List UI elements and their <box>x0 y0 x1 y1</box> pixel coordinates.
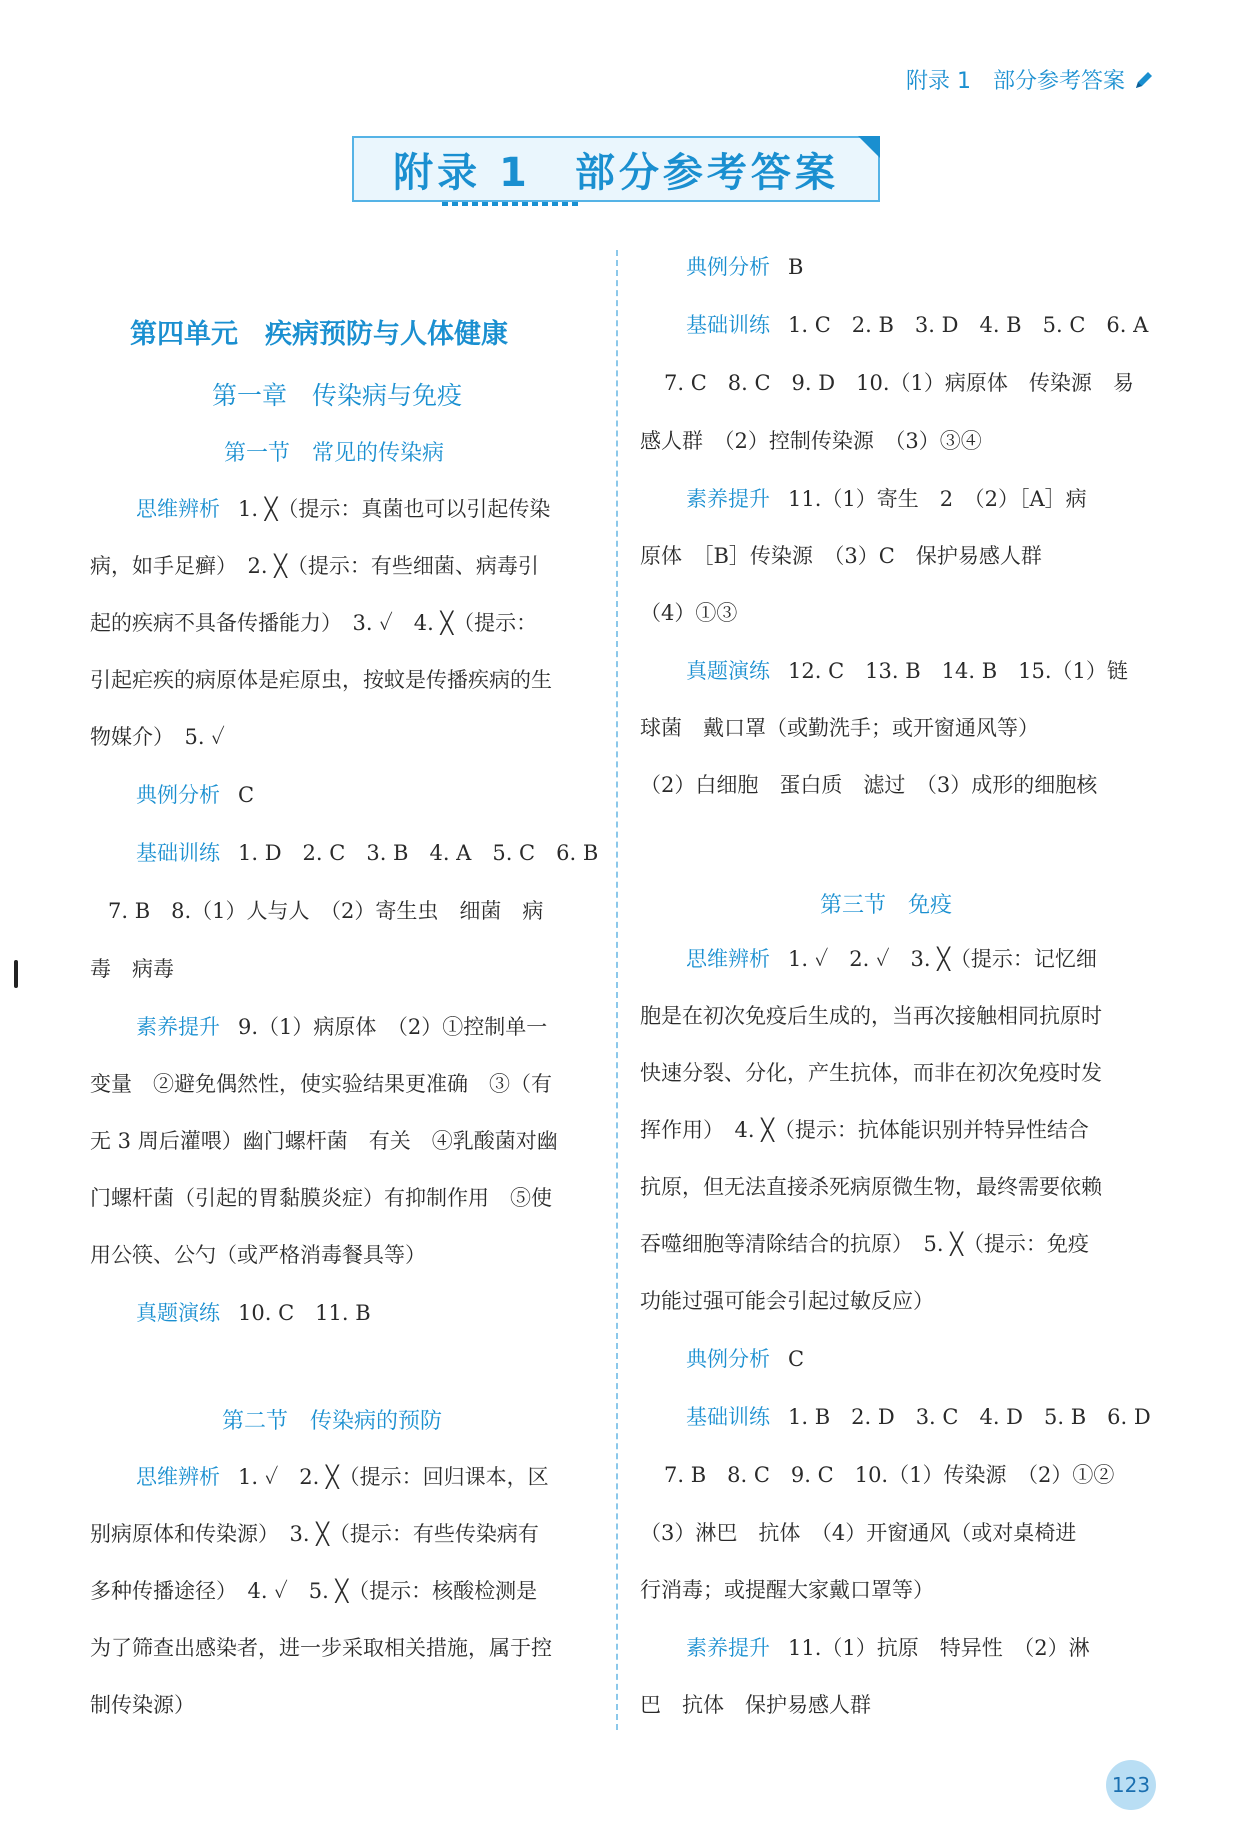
answer-line <box>686 252 803 282</box>
answer-line: 挥作用） 4. ╳（提示：抗体能识别并特异性结合 <box>640 1118 1089 1142</box>
answer-text: 9.（1）病原体 （2）①控制单一 <box>238 1015 548 1039</box>
label-siwei: 思维辨析 <box>136 1465 220 1489</box>
answer-line: 多种传播途径） 4. ✓ 5. ╳（提示：核酸检测是 <box>90 1579 538 1603</box>
answer-line: 功能过强可能会引起过敏反应） <box>640 1289 934 1313</box>
label-zhenti: 真题演练 <box>686 659 770 683</box>
column-divider <box>616 250 618 1730</box>
label-jichu: 基础训练 <box>686 313 770 337</box>
answer-text: 11.（1）寄生 2 （2）［A］病 <box>788 487 1087 511</box>
answer-line <box>136 1298 371 1328</box>
answer-line <box>686 1344 804 1374</box>
label-dianli: 典例分析 <box>136 783 220 807</box>
answer-line <box>686 484 1087 514</box>
running-title: 附录 1 部分参考答案 <box>906 69 1125 94</box>
answer-line <box>686 310 1148 340</box>
label-suyang: 素养提升 <box>686 1636 770 1660</box>
label-dianli: 典例分析 <box>686 1347 770 1371</box>
answer-line <box>686 944 1097 974</box>
answer-text: C <box>788 1347 805 1371</box>
answer-line: 胞是在初次免疫后生成的，当再次接触相同抗原时 <box>640 1004 1102 1028</box>
answer-line: （4）①③ <box>640 601 738 625</box>
answer-line: 门螺杆菌（引起的胃黏膜炎症）有抑制作用 ⑤使 <box>90 1186 552 1210</box>
answer-line: 快速分裂、分化，产生抗体，而非在初次免疫时发 <box>640 1061 1102 1085</box>
answer-line: 为了筛查出感染者，进一步采取相关措施，属于控 <box>90 1636 552 1660</box>
label-siwei: 思维辨析 <box>686 947 770 971</box>
answer-text: 1. ╳（提示：真菌也可以引起传染 <box>238 497 551 521</box>
section-title-3: 第三节 免疫 <box>820 893 953 918</box>
chapter-title: 第一章 传染病与免疫 <box>212 381 463 410</box>
margin-mark <box>14 960 18 988</box>
label-dianli: 典例分析 <box>686 255 770 279</box>
page-title: 附录 1 部分参考答案 <box>393 149 839 196</box>
answer-line: 7. B 8. C 9. C 10.（1）传染源 （2）①② <box>664 1463 1115 1487</box>
answer-line <box>136 780 254 810</box>
answer-line: 7. C 8. C 9. D 10.（1）病原体 传染源 易 <box>664 371 1134 395</box>
title-corner-decoration <box>858 136 880 158</box>
page-number: 123 <box>1106 1760 1156 1810</box>
answer-text: 1. C 2. B 3. D 4. B 5. C 6. A <box>788 313 1149 337</box>
answer-line: 无 3 周后灌喂）幽门螺杆菌 有关 ④乳酸菌对幽 <box>90 1129 558 1153</box>
answer-line: 巴 抗体 保护易感人群 <box>640 1693 871 1717</box>
answer-line: 行消毒；或提醒大家戴口罩等） <box>640 1578 934 1602</box>
answer-line <box>136 1462 549 1492</box>
answer-line: 变量 ②避免偶然性，使实验结果更准确 ③（有 <box>90 1072 552 1096</box>
answer-line <box>136 838 598 868</box>
answer-line: 病，如手足癣） 2. ╳（提示：有些细菌、病毒引 <box>90 554 539 578</box>
section-title-1: 第一节 常见的传染病 <box>224 441 445 466</box>
title-dots-decoration <box>442 202 582 206</box>
unit-title: 第四单元 疾病预防与人体健康 <box>130 319 508 350</box>
answer-line: 别病原体和传染源） 3. ╳（提示：有些传染病有 <box>90 1522 539 1546</box>
answer-text: B <box>788 255 804 279</box>
label-jichu: 基础训练 <box>686 1405 770 1429</box>
pencil-icon <box>1133 69 1155 91</box>
answer-text: 1. ✓ 2. ╳（提示：回归课本，区 <box>238 1465 549 1489</box>
answer-line: 制传染源） <box>90 1693 195 1717</box>
answer-line: 7. B 8.（1）人与人 （2）寄生虫 细菌 病 <box>108 899 544 923</box>
answer-line <box>136 494 550 524</box>
answer-text: 10. C 11. B <box>238 1301 371 1325</box>
answer-line: 吞噬细胞等清除结合的抗原） 5. ╳（提示：免疫 <box>640 1232 1089 1256</box>
running-head <box>906 64 1155 95</box>
answer-line: 毒 病毒 <box>90 957 174 981</box>
answer-line: 球菌 戴口罩（或勤洗手；或开窗通风等） <box>640 716 1039 740</box>
answer-line: 起的疾病不具备传播能力） 3. ✓ 4. ╳（提示： <box>90 611 538 635</box>
answer-line: 引起疟疾的病原体是疟原虫，按蚊是传播疾病的生 <box>90 668 552 692</box>
answer-line <box>136 1012 547 1042</box>
answer-line: （3）淋巴 抗体 （4）开窗通风（或对桌椅进 <box>640 1521 1077 1545</box>
answer-text: C <box>238 783 255 807</box>
answer-line: 用公筷、公勺（或严格消毒餐具等） <box>90 1243 426 1267</box>
answer-line: （2）白细胞 蛋白质 滤过 （3）成形的细胞核 <box>640 773 1098 797</box>
answer-line: 抗原，但无法直接杀死病原微生物，最终需要依赖 <box>640 1175 1102 1199</box>
label-siwei: 思维辨析 <box>136 497 220 521</box>
answer-line <box>686 1633 1090 1663</box>
label-jichu: 基础训练 <box>136 841 220 865</box>
answer-line <box>686 656 1128 686</box>
label-suyang: 素养提升 <box>686 487 770 511</box>
label-suyang: 素养提升 <box>136 1015 220 1039</box>
answer-line: 感人群 （2）控制传染源 （3）③④ <box>640 429 982 453</box>
answer-text: 1. D 2. C 3. B 4. A 5. C 6. B <box>238 841 599 865</box>
answer-text: 1. ✓ 2. ✓ 3. ╳（提示：记忆细 <box>788 947 1097 971</box>
answer-text: 12. C 13. B 14. B 15.（1）链 <box>788 659 1128 683</box>
page-title-box <box>352 136 880 202</box>
answer-line <box>686 1402 1151 1432</box>
answer-line: 原体 ［B］传染源 （3）C 保护易感人群 <box>640 544 1042 568</box>
answer-line: 物媒介） 5. ✓ <box>90 725 225 749</box>
answer-text: 11.（1）抗原 特异性 （2）淋 <box>788 1636 1090 1660</box>
label-zhenti: 真题演练 <box>136 1301 220 1325</box>
section-title-2: 第二节 传染病的预防 <box>222 1409 443 1434</box>
answer-text: 1. B 2. D 3. C 4. D 5. B 6. D <box>788 1405 1151 1429</box>
